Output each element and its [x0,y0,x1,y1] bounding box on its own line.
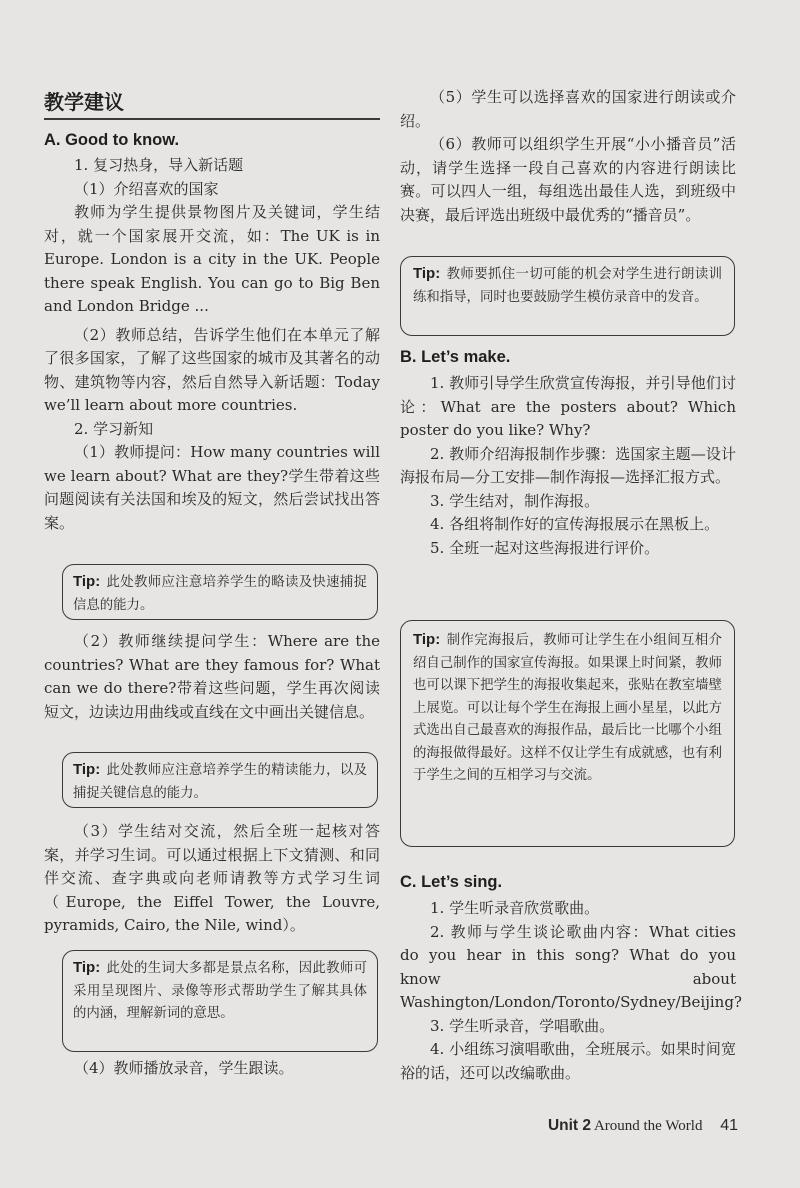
paragraph: 1. 学生听录音欣赏歌曲。 [430,899,600,917]
paragraph: 2. 教师与学生谈论歌曲内容：What cities do you hear in this song? What do you know about Washington/London/Toronto/Sydney/Beijing? [400,922,742,1011]
tip-label: Tip: [413,631,441,648]
tip-label: Tip: [73,959,101,976]
tip-text: 此处教师应注意培养学生的略读及快速捕捉信息的能力。 [73,575,367,613]
footer-title: Around the World [593,1118,703,1134]
page-footer [548,1117,738,1135]
paragraph: 3. 学生结对，制作海报。 [430,491,600,510]
tip-text: 教师要抓住一切可能的机会对学生进行朗读训练和指导，同时也要鼓励学生模仿录音中的发音。 [413,267,722,305]
paragraph: （4）教师播放录音，学生跟读。 [74,1059,294,1077]
tip-label: Tip: [73,761,101,778]
paragraph: 1. 复习热身，导入新话题 [74,156,244,174]
page-heading: 教学建议 [44,90,124,114]
paragraph: （3）学生结对交流，然后全班一起核对答案，并学习生词。可以通过根据上下文猜测、和同伴交流、查字典或向老师请教等方式学习生词（Europe, the Eiffel Tower, the Louvre, pyramids, Cairo, the Nile, wind）。 [44,822,380,934]
tip-box-1 [62,564,378,620]
tip-label: Tip: [413,265,441,282]
section-b-title: B. Let’s make. [400,348,511,366]
paragraph: 1. 教师引导学生欣赏宣传海报，并引导他们讨论：What are the posters about? Which poster do you like? Why? [400,374,736,439]
left-block-2 [44,630,380,724]
paragraph: （2）教师继续提问学生：Where are the countries? What are they famous for? What can we do there?带着这些问题，学生再次阅读短文，边读边用曲线或直线在文中画出关键信息。 [44,632,380,721]
left-block-3 [44,820,380,938]
footer-unit: Unit 2 [547,1117,591,1134]
tip-text: 制作完海报后，教师可让学生在小组间互相介绍自己制作的国家宣传海报。如果课上时间紧，教师也可以课下把学生的海报收集起来，张贴在教室墙壁上展览。可以让每个学生在海报上画小星星，以此方式选出自己最喜欢的海报作品，最后比一比哪个小组的海报做得最好。这样不仅让学生有成就感，也有利于学生之间的互相学习与交流。 [413,633,722,783]
section-c-title: C. Let’s sing. [400,873,503,891]
paragraph: （2）教师总结，告诉学生他们在本单元了解了很多国家，了解了这些国家的城市及其著名的动物、建筑物等内容，然后自然导入新话题：Today we’ll learn about more countries. [44,325,380,414]
paragraph: 4. 小组练习演唱歌曲，全班展示。如果时间宽裕的话，还可以改编歌曲。 [400,1040,736,1082]
right-block-3 [400,897,742,1085]
paragraph: 3. 学生听录音，学唱歌曲。 [430,1016,615,1035]
paragraph: 5. 全班一起对这些海报进行评价。 [430,538,660,557]
tip-box-2 [62,752,378,808]
tip-box-5 [400,620,735,847]
tip-label: Tip: [73,573,101,590]
paragraph: 2. 学习新知 [74,419,154,438]
paragraph: （1）介绍喜欢的国家 [74,179,219,198]
tip-box-3 [62,950,378,1052]
left-block-1 [44,154,380,535]
section-a-title: A. Good to know. [44,131,180,149]
paragraph: 2. 教师介绍海报制作步骤：选国家主题—设计海报布局—分工安排—制作海报—选择汇报方式。 [400,444,736,486]
paragraph: 教师为学生提供景物图片及关键词，学生结对，就一个国家展开交流，如：The UK is in Europe. London is a city in the UK. People there speak English. You can go to Big Ben and London Bridge ... [44,203,380,315]
paragraph: （5）学生可以选择喜欢的国家进行朗读或介绍。 [400,88,736,130]
paragraph: （6）教师可以组织学生开展“小小播音员”活动，请学生选择一段自己喜欢的内容进行朗读比赛。可以四人一组，每组选出最佳人选，到班级中决赛，最后评选出班级中最优秀的“播音员”。 [400,135,736,224]
tip-text: 此处的生词大多都是景点名称，因此教师可采用呈现图片、录像等形式帮助学生了解其具体的内涵，理解新词的意思。 [73,961,367,1021]
paragraph: （1）教师提问：How many countries will we learn about? What are they?学生带着这些问题阅读有关法国和埃及的短文，然后尝试找出答案。 [44,443,380,532]
page-number: 41 [720,1117,738,1134]
tip-box-4 [400,256,735,336]
paragraph: 4. 各组将制作好的宣传海报展示在黑板上。 [430,515,720,533]
right-block-2 [400,372,736,560]
tip-text: 此处教师应注意培养学生的精读能力，以及捕捉关键信息的能力。 [73,763,367,801]
left-block-4 [44,1057,380,1081]
heading-underline [44,118,380,120]
right-block-1 [400,86,736,227]
